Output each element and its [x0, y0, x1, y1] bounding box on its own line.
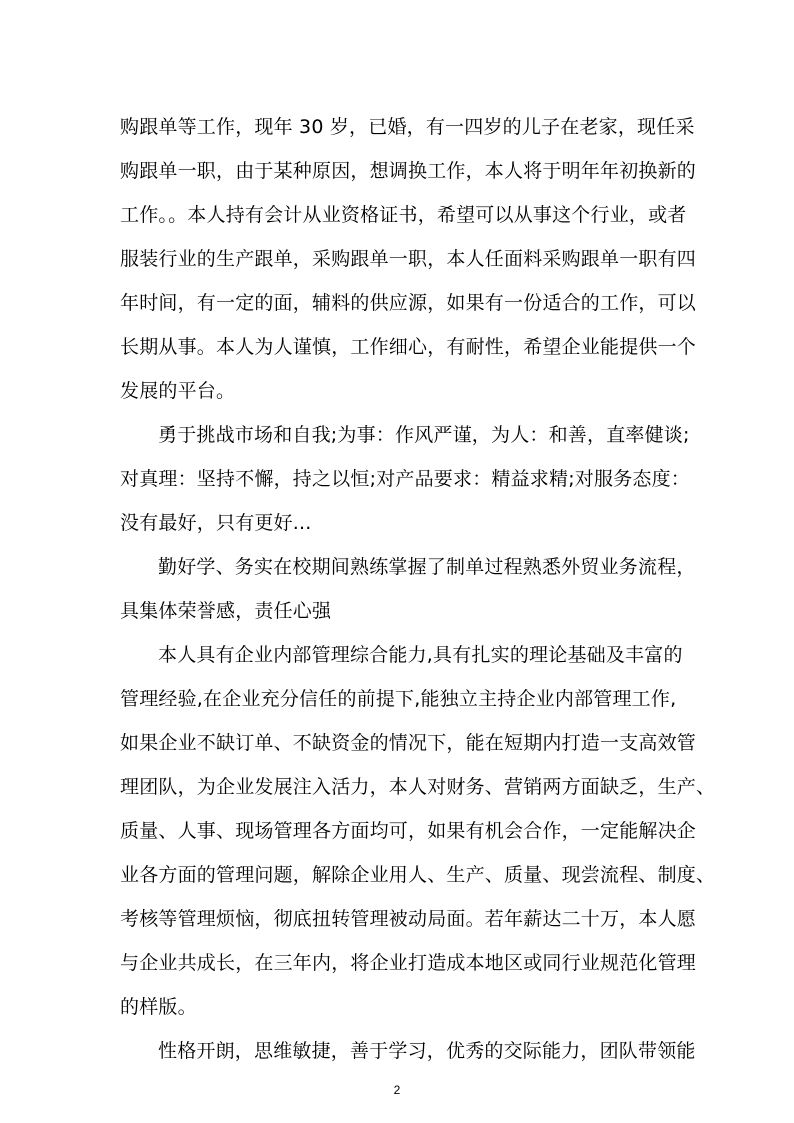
text-line: 与企业共成长，在三年内，将企业打造成本地区或同行业规范化管理	[120, 952, 697, 974]
paragraph-first-line: 本人具有企业内部管理综合能力,具有扎实的理论基础及丰富的	[158, 644, 683, 666]
text-line: 管理经验,在企业充分信任的前提下,能独立主持企业内部管理工作,	[120, 688, 677, 710]
text-line: 理团队，为企业发展注入活力，本人对财务、营销两方面缺乏，生产、	[120, 776, 716, 798]
text-line: 年时间，有一定的面，辅料的供应源，如果有一份适合的工作，可以	[120, 292, 697, 314]
text-line: 的样版。	[120, 996, 197, 1018]
text-line: 长期从事。本人为人谨慎，工作细心，有耐性，希望企业能提供一个	[120, 336, 697, 358]
text-line: 对真理：坚持不懈，持之以恒;对产品要求：精益求精;对服务态度：	[120, 468, 691, 490]
text-line: 质量、人事、现场管理各方面均可，如果有机会合作，一定能解决企	[120, 820, 697, 842]
text-line: 购跟单一职，由于某种原因，想调换工作，本人将于明年年初换新的	[120, 160, 697, 182]
text-line: 没有最好，只有更好...	[120, 512, 312, 534]
text-line: 具集体荣誉感，责任心强	[120, 600, 332, 622]
text-line: 业各方面的管理问题，解除企业用人、生产、质量、现尝流程、制度、	[120, 864, 716, 886]
text-line: 服装行业的生产跟单，采购跟单一职，本人任面料采购跟单一职有四	[120, 248, 697, 270]
text-line: 发展的平台。	[120, 380, 236, 402]
paragraph-first-line: 勇于挑战市场和自我;为事：作风严谨，为人：和善，直率健谈;	[158, 424, 690, 446]
paragraph-first-line: 勤好学、务实在校期间熟练掌握了制单过程熟悉外贸业务流程，	[158, 556, 696, 578]
page-number: 2	[393, 1083, 401, 1097]
paragraph-first-line: 性格开朗，思维敏捷，善于学习，优秀的交际能力，团队带领能	[158, 1040, 696, 1062]
text-line: 购跟单等工作，现年 30 岁，已婚，有一四岁的儿子在老家，现任采	[120, 116, 695, 138]
text-line: 如果企业不缺订单、不缺资金的情况下，能在短期内打造一支高效管	[120, 732, 697, 754]
text-line: 考核等管理烦恼，彻底扭转管理被动局面。若年薪达二十万，本人愿	[120, 908, 697, 930]
text-line: 工作。。本人持有会计从业资格证书，希望可以从事这个行业，或者	[120, 204, 687, 226]
